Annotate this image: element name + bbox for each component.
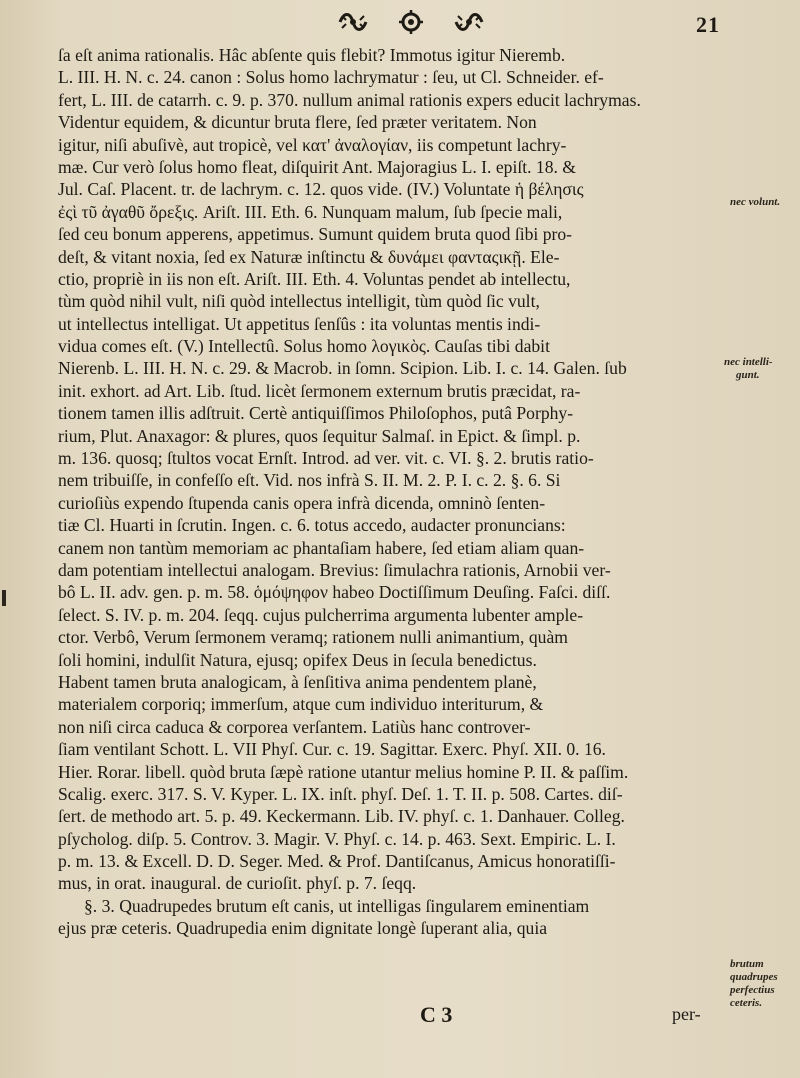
text-line: dam potentiam intellectui analogam. Brevius: ſimulachra rationis, Arnobii ver- (58, 559, 611, 580)
text-line: non niſi circa caduca & corporea verſantem. Latiùs hanc controver- (58, 716, 531, 737)
fleuron-center-icon (394, 10, 428, 34)
text-line: mæ. Cur verò ſolus homo fleat, diſquirit Ant. Majoragius L. I. epiſt. 18. & (58, 156, 576, 177)
text-line: Hier. Rorar. libell. quòd bruta ſæpè ratione utantur melius homine P. II. & paſſim. (58, 761, 629, 782)
section-line: §. 3. Quadrupedes brutum eſt canis, ut intelligas ſingularem eminentiam (84, 895, 590, 916)
text-line: curioſiùs expendo ſtupenda canis opera infrà dicenda, omninò ſenten- (58, 492, 546, 513)
text-line: ſoli homini, indulſit Natura, ejusq; opifex Deus in ſecula benedictus. (58, 649, 537, 670)
text-line: ſelect. S. IV. p. m. 204. ſeqq. cujus pulcherrima argumenta lubenter ample- (58, 604, 584, 625)
fleuron-right-icon (452, 10, 486, 34)
margin-note: perfectius (730, 984, 775, 996)
text-line: Nierenb. L. III. H. N. c. 29. & Macrob. in ſomn. Scipion. Lib. I. c. 14. Galen. ſub (58, 358, 627, 379)
page-footer (0, 1002, 800, 1032)
text-line: ſert. de methodo art. 5. p. 49. Keckermann. Lib. IV. phyſ. c. 1. Danhauer. Colleg. (58, 806, 625, 827)
margin-note: brutum (730, 958, 764, 970)
text-line: vidua comes eſt. (V.) Intellectû. Solus homo λογικὸς. Cauſas tibi dabit (58, 336, 550, 357)
text-line: p. m. 13. & Excell. D. D. Seger. Med. & Prof. Dantiſcanus, Amicus honoratiſſi- (58, 851, 616, 872)
margin-note: nec intelli- (724, 356, 773, 368)
margin-note: gunt. (736, 369, 760, 381)
text-line: L. III. H. N. c. 24. canon : Solus homo lachrymatur : ſeu, ut Cl. Schneider. ef- (58, 67, 604, 88)
text-line: tionem tamen illis adſtruit. Certè antiquiſſimos Philoſophos, putâ Porphy- (58, 403, 574, 424)
text-line: m. 136. quosq; ſtultos vocat Ernſt. Introd. ad ver. vit. c. VI. §. 2. brutis ratio- (58, 448, 594, 469)
text-line: canem non tantùm memoriam ac phantaſiam habere, ſed etiam aliam quan- (58, 537, 585, 558)
text-line: ἐςὶ τῦ ἀγαθῦ ὄρεξις. Ariſt. III. Eth. 6. Nunquam malum, ſub ſpecie mali, (58, 201, 563, 222)
signature-mark: C 3 (420, 1002, 453, 1027)
text-line: init. exhort. ad Art. Lib. ſtud. licèt ſermonem externum brutis præcidat, ra- (58, 380, 581, 401)
body-text (58, 44, 728, 940)
fleuron-left-icon (336, 10, 370, 34)
text-line: Scalig. exerc. 317. S. V. Kyper. L. IX. inſt. phyſ. Deſ. 1. T. II. p. 508. Cartes. diſ- (58, 783, 623, 804)
text-line: Habent tamen bruta analogicam, à ſenſitiva anima pendentem planè, (58, 671, 537, 692)
text-line: ut intellectus intelligat. Ut appetitus ſenſûs : ita voluntas mentis indi- (58, 313, 541, 334)
text-line: ctio, propriè in iis non eſt. Ariſt. III. Eth. 4. Voluntas pendet ab intellectu, (58, 268, 571, 289)
margin-note: nec volunt. (730, 196, 781, 208)
page-number: 21 (696, 12, 720, 37)
margin-note: quadrupes (730, 971, 778, 983)
text-line: tiæ Cl. Huarti in ſcrutin. Ingen. c. 6. totus accedo, audacter pronuncians: (58, 515, 566, 536)
text-line: nem tribuiſſe, in confeſſo eſt. Vid. nos infrà S. II. M. 2. P. I. c. 2. §. 6. Si (58, 470, 561, 491)
text-line: mus, in orat. inaugural. de curioſit. phyſ. p. 7. ſeqq. (58, 873, 417, 894)
text-line: deſt, & vitant noxia, ſed ex Naturæ inſtinctu & δυνάμει φανταςικῇ. Ele- (58, 246, 560, 267)
text-line: ejus præ ceteris. Quadrupedia enim dignitate longè ſuperant alia, quia (58, 918, 548, 939)
text-line: Jul. Caſ. Placent. tr. de lachrym. c. 12. quos vide. (IV.) Voluntate ἡ βέλησις (58, 179, 584, 200)
text-line: rium, Plut. Anaxagor: & plures, quos ſequitur Salmaſ. in Epict. & ſimpl. p. (58, 425, 581, 446)
page-edge-mark (2, 590, 6, 606)
text-line: ſiam ventilant Schott. L. VII Phyſ. Cur. c. 19. Sagittar. Exerc. Phyſ. XII. 0. 16. (58, 739, 606, 760)
text-line: fert, L. III. de catarrh. c. 9. p. 370. nullum animal rationis expers educit lachrymas. (58, 89, 641, 110)
catchword: per- (672, 1004, 701, 1024)
text-line: ſa eſt anima rationalis. Hâc abſente quis flebit? Immotus igitur Nieremb. (58, 45, 566, 65)
text-line: igitur, niſi abuſivè, aut tropicè, vel κατ' ἀναλογίαν, iis competunt lachry- (58, 134, 567, 155)
text-line: Videntur equidem, & dicuntur bruta flere, ſed præter veritatem. Non (58, 112, 537, 133)
text-line: materialem corporiq; immerſum, atque cum individuo interiturum, & (58, 694, 544, 715)
text-line: ſed ceu bonum apperens, appetimus. Sumunt quidem bruta quod ſibi pro- (58, 224, 573, 245)
text-line: bô L. II. adv. gen. p. m. 58. ὁμόψηφον habeo Doctiſſimum Deuſing. Faſci. diſſ. (58, 582, 611, 603)
text-line: pſycholog. diſp. 5. Controv. 3. Magir. V. Phyſ. c. 14. p. 463. Sext. Empiric. L. I. (58, 828, 616, 849)
margin-note: ceteris. (730, 997, 763, 1009)
header-ornament (336, 8, 486, 36)
text-line: ctor. Verbô, Verum ſermonem veramq; rationem nulli animantium, quàm (58, 627, 568, 648)
text-line: tùm quòd nihil vult, niſi quòd intellectus intelligit, tùm quòd ſic vult, (58, 291, 540, 312)
